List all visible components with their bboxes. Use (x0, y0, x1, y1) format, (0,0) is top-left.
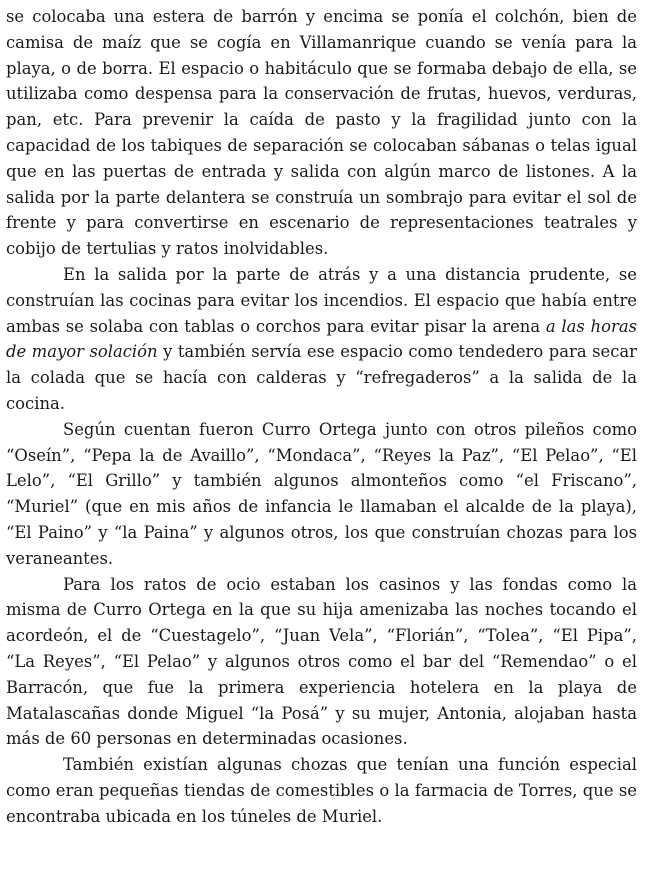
paragraph-builders: Según cuentan fueron Curro Ortega junto con otros pileños como “Oseín”, “Pepa la de Availlo”, “Mondaca”, “Reyes la Paz”, “El Pelao”, “El Lelo”, “El Grillo” y también algunos almonteños como “el Friscano”, “Muriel” (que en mis años de infancia le llamaban el alcalde de la playa), “El Paino” y “la Paina” y algunos otros, los que construían chozas para los veraneantes. (6, 419, 637, 568)
paragraph-continuation: se colocaba una estera de barrón y encima se ponía el colchón, bien de camisa de maíz que se cogía en Villamanrique cuando se venía para la playa, o de borra. El espacio o habitáculo que se formaba debajo de ella, se utilizaba como despensa para la conservación de frutas, huevos, verduras, pan, etc. Para prevenir la caída de pasto y la fragilidad junto con la capacidad de los tabiques de separación se colocaban sábanas o telas igual que en las puertas de entrada y salida con algún marco de listones. A la salida por la parte delantera se construía un sombrajo para evitar el sol de frente y para convertirse en escenario de representaciones teatrales y cobijo de tertulias y ratos inolvidables. (6, 7, 637, 259)
paragraph-kitchens-emphasis: a las horas de mayor solación (6, 316, 637, 362)
paragraph-kitchens-text-after: y también servía ese espacio como tendedero para secar la colada que se hacía con calderas y “refregaderos” a la salida de la cocina. (6, 342, 637, 413)
paragraph-shops: También existían algunas chozas que tenían una función especial como eran pequeñas tiendas de comestibles o la farmacia de Torres, que se encontraba ubicada en los túneles de Muriel. (6, 755, 637, 826)
paragraph-leisure: Para los ratos de ocio estaban los casinos y las fondas como la misma de Curro Ortega en la que su hija amenizaba las noches tocando el acordeón, el de “Cuestagelo”, “Juan Vela”, “Florián”, “Tolea”, “El Pipa”, “La Reyes”, “El Pelao” y algunos otros como el bar del “Remendao” o el Barracón, que fue la primera experiencia hotelera en la playa de Matalascañas donde Miguel “la Posá” y su mujer, Antonia, alojaban hasta más de 60 personas en determinadas ocasiones. (6, 574, 637, 749)
paragraph-kitchens (6, 262, 637, 417)
paragraph-kitchens-text-before: En la salida por la parte de atrás y a una distancia prudente, se construían las cocinas para evitar los incendios. El espacio que había entre ambas se solaba con tablas o corchos para evitar pisar la arena (6, 264, 637, 336)
